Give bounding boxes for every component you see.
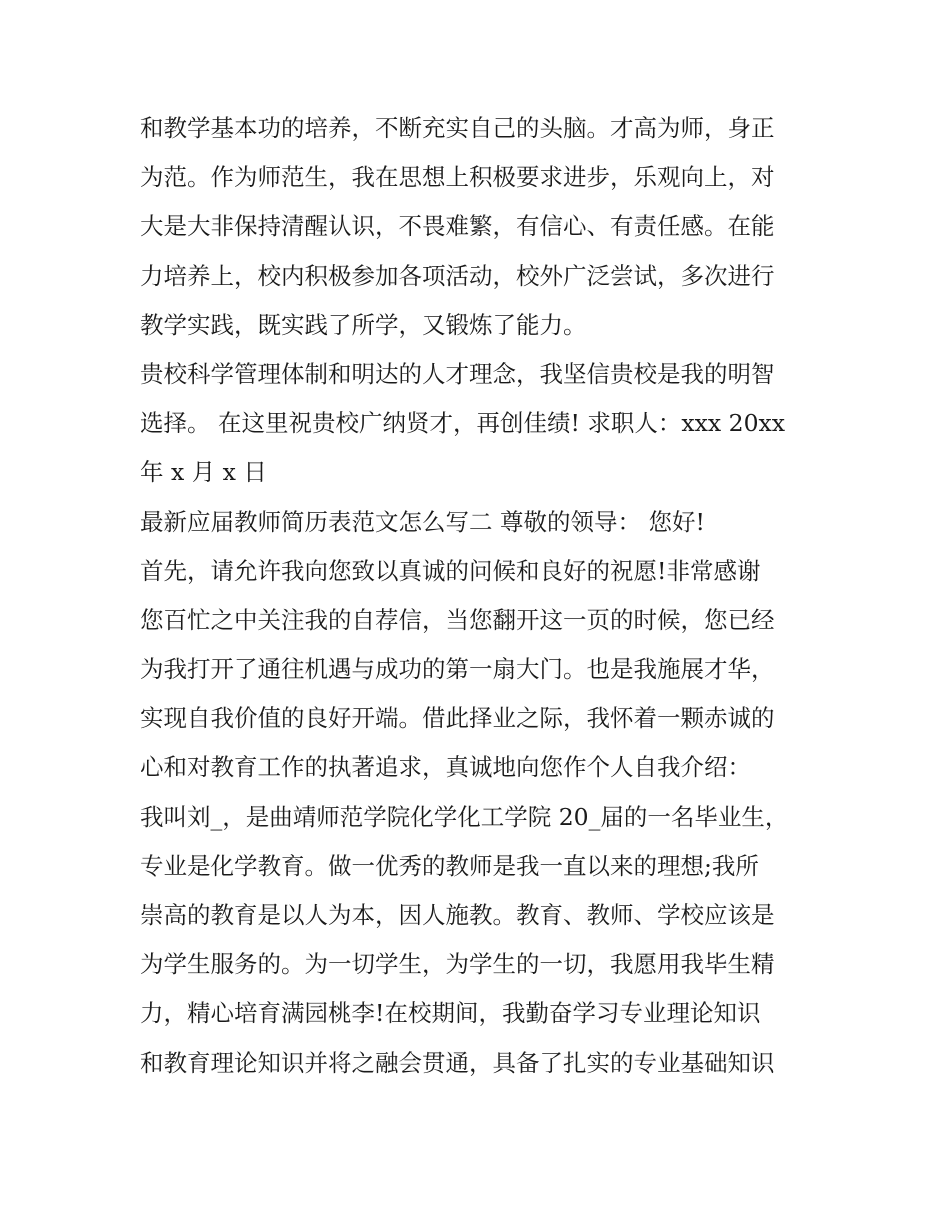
text-line: 贵校科学管理体制和明达的人才理念，我坚信贵校是我的明智 bbox=[140, 359, 775, 388]
text-line: 和教育理论知识并将之融会贯通，具备了扎实的专业基础知识 bbox=[140, 1048, 775, 1077]
text-line: 您百忙之中关注我的自荐信，当您翻开这一页的时候，您已经 bbox=[140, 605, 775, 634]
document-body bbox=[140, 104, 820, 1088]
text-line: 教学实践，既实践了所学，又锻炼了能力。 bbox=[140, 310, 587, 339]
text-line: 年 x 月 x 日 bbox=[140, 458, 267, 487]
text-line: 崇高的教育是以人为本，因人施教。教育、教师、学校应该是 bbox=[140, 901, 775, 929]
text-line: 专业是化学教育。做一优秀的教师是我一直以来的理想;我所 bbox=[140, 851, 759, 880]
text-line: 大是大非保持清醒认识，不畏难繁，有信心、有责任感。在能 bbox=[140, 212, 775, 241]
text-line: 为我打开了通往机遇与成功的第一扇大门。也是我施展才华， bbox=[140, 655, 775, 684]
text-line: 我叫刘_，是曲靖师范学院化学化工学院 20_届的一名毕业生， bbox=[140, 802, 789, 831]
text-line: 为学生服务的。为一切学生，为学生的一切，我愿用我毕生精 bbox=[140, 950, 775, 979]
section-heading-line: 最新应届教师简历表范文怎么写二 尊敬的领导： 您好! bbox=[140, 507, 705, 536]
text-line: 力培养上，校内积极参加各项活动，校外广泛尝试，多次进行 bbox=[140, 261, 775, 290]
text-line: 选择。 在这里祝贵校广纳贤才，再创佳绩! 求职人：xxx 20xx bbox=[140, 409, 786, 438]
text-line: 为范。作为师范生，我在思想上积极要求进步，乐观向上，对 bbox=[140, 163, 775, 192]
text-line: 心和对教育工作的执著追求，真诚地向您作个人自我介绍： bbox=[140, 753, 751, 782]
text-line: 实现自我价值的良好开端。借此择业之际，我怀着一颗赤诚的 bbox=[140, 704, 775, 733]
text-line: 首先，请允许我向您致以真诚的问候和良好的祝愿!非常感谢 bbox=[140, 556, 761, 585]
text-line: 力，精心培育满园桃李!在校期间，我勤奋学习专业理论知识 bbox=[140, 999, 761, 1028]
text-line: 和教学基本功的培养，不断充实自己的头脑。才高为师，身正 bbox=[140, 114, 775, 142]
